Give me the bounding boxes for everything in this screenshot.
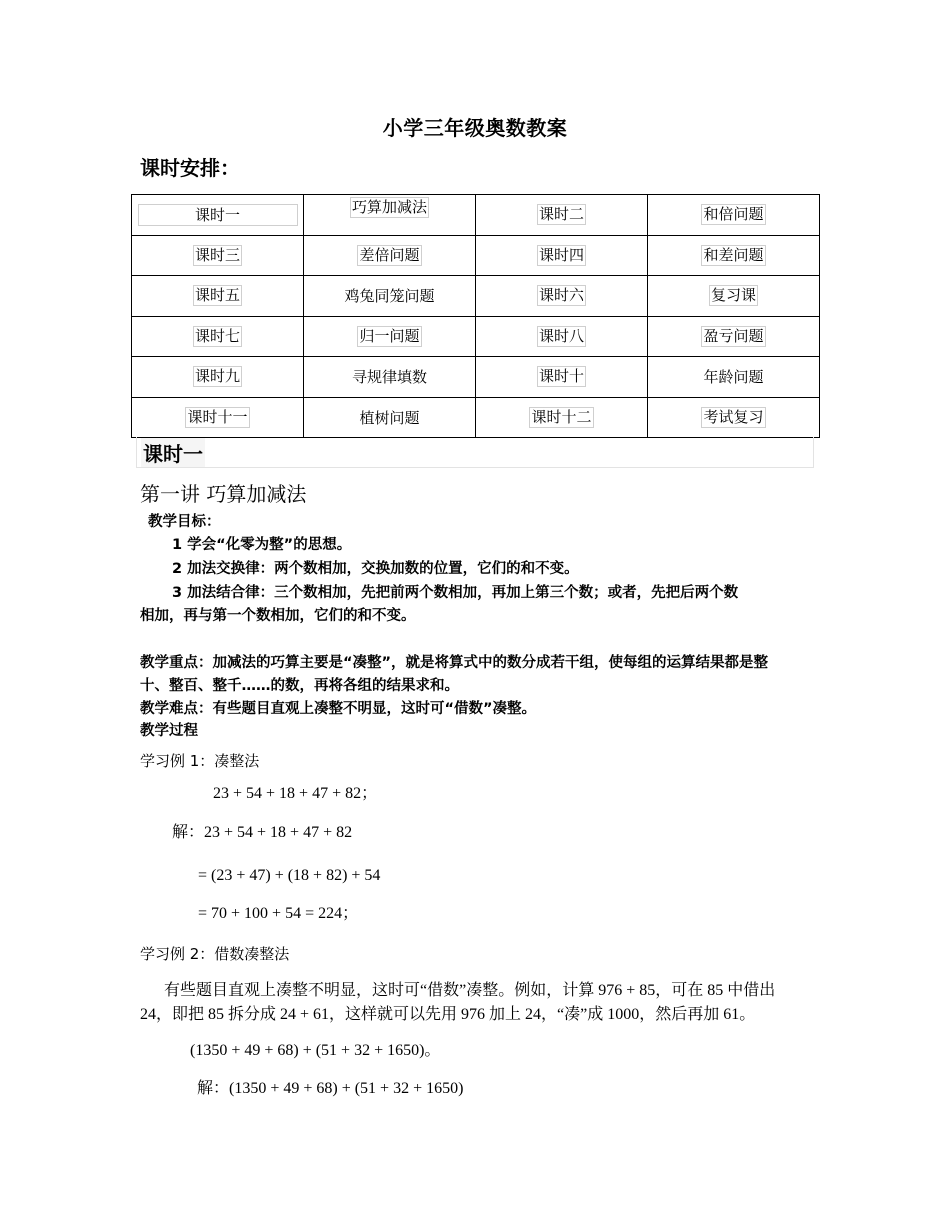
example-2-problem: (1350 + 49 + 68) + (51 + 32 + 1650)。 [190, 1042, 441, 1059]
example-1-heading: 学习例 1：凑整法 [140, 752, 260, 770]
topic-label: 和倍问题 [703, 205, 764, 224]
table-cell [648, 195, 820, 236]
table-cell [476, 357, 648, 398]
lesson-label: 课时十二 [531, 407, 592, 426]
schedule-heading: 课时安排： [140, 156, 240, 180]
topic-label: 鸡兔同笼问题 [344, 287, 435, 306]
example-2-heading: 学习例 2：借数凑整法 [140, 945, 290, 963]
goal-item-1: 1 学会“化零为整”的思想。 [172, 537, 352, 553]
lesson-label: 课时七 [194, 326, 240, 345]
table-cell [476, 316, 648, 357]
schedule-table [131, 194, 820, 438]
example-2-solution: 解：(1350 + 49 + 68) + (51 + 32 + 1650) [197, 1080, 464, 1097]
topic-label: 植树问题 [359, 408, 420, 427]
lesson-label: 课时五 [194, 286, 240, 305]
topic-label: 复习课 [710, 286, 756, 305]
topic-label: 差倍问题 [359, 245, 420, 264]
focus-line-1: 教学重点：加减法的巧算主要是“凑整”，就是将算式中的数分成若干组，使每组的运算结果都是整 [140, 655, 769, 671]
table-row [132, 357, 820, 398]
lesson-label: 课时一 [138, 204, 298, 226]
table-cell [304, 276, 476, 317]
document-title: 小学三年级奥数教案 [382, 116, 568, 140]
lesson-label: 课时二 [538, 205, 584, 224]
table-cell [132, 276, 304, 317]
lecture-title: 第一讲 巧算加减法 [140, 482, 307, 506]
table-cell [132, 316, 304, 357]
table-cell [476, 235, 648, 276]
goal-item-2: 2 加法交换律：两个数相加，交换加数的位置，它们的和不变。 [172, 561, 579, 577]
lesson-label: 课时九 [194, 367, 240, 386]
lesson-heading: 课时一 [141, 438, 205, 467]
table-row [132, 195, 820, 236]
topic-label: 归一问题 [359, 326, 420, 345]
example-2-paragraph-line-1: 有些题目直观上凑整不明显，这时可“借数”凑整。例如，计算 976 + 85，可在 85 中借出 [164, 982, 776, 999]
lesson-label: 课时六 [538, 286, 584, 305]
process-label: 教学过程 [140, 723, 198, 739]
lesson-label: 课时四 [538, 245, 584, 264]
lesson-label: 课时十一 [187, 407, 248, 426]
table-cell [132, 357, 304, 398]
example-1-step-1: = (23 + 47) + (18 + 82) + 54 [198, 867, 381, 884]
table-row [132, 276, 820, 317]
table-row [132, 397, 820, 438]
table-cell [648, 276, 820, 317]
topic-label: 盈亏问题 [703, 326, 764, 345]
lesson-label: 课时十 [538, 367, 584, 386]
example-1-solution: 解：23 + 54 + 18 + 47 + 82 [172, 824, 353, 841]
table-cell [648, 397, 820, 438]
table-cell [304, 195, 476, 236]
lesson-label: 课时三 [194, 245, 240, 264]
table-cell [648, 316, 820, 357]
lesson-heading-bar [136, 437, 814, 468]
table-cell [304, 316, 476, 357]
table-cell [304, 235, 476, 276]
table-cell [476, 397, 648, 438]
topic-label: 年龄问题 [703, 368, 764, 387]
example-2-paragraph-line-2: 24，即把 85 拆分成 24 + 61，这样就可以先用 976 加上 24，“凑”成 1000，然后再加 61。 [140, 1006, 756, 1023]
topic-label: 巧算加减法 [351, 198, 427, 217]
goals-label: 教学目标： [148, 514, 221, 530]
topic-label: 和差问题 [703, 245, 764, 264]
table-row [132, 235, 820, 276]
table-cell [132, 397, 304, 438]
difficulty-text: 教学难点：有些题目直观上凑整不明显，这时可“借数”凑整。 [140, 701, 537, 717]
example-1-step-2: = 70 + 100 + 54 = 224； [198, 905, 359, 922]
table-cell [648, 357, 820, 398]
table-cell [648, 235, 820, 276]
topic-label: 寻规律填数 [351, 368, 427, 387]
focus-line-2: 十、整百、整千……的数，再将各组的结果求和。 [140, 678, 459, 694]
table-cell [476, 195, 648, 236]
example-1-problem: 23 + 54 + 18 + 47 + 82； [213, 785, 378, 802]
goal-item-3-line-2: 相加，再与第一个数相加，它们的和不变。 [140, 608, 416, 624]
goal-item-3-line-1: 3 加法结合律：三个数相加，先把前两个数相加，再加上第三个数；或者，先把后两个数 [172, 585, 739, 601]
table-cell [132, 235, 304, 276]
topic-label: 考试复习 [703, 407, 764, 426]
table-cell [304, 357, 476, 398]
table-cell [132, 195, 304, 236]
table-row [132, 316, 820, 357]
table-cell [304, 397, 476, 438]
lesson-label: 课时八 [538, 326, 584, 345]
table-cell [476, 276, 648, 317]
